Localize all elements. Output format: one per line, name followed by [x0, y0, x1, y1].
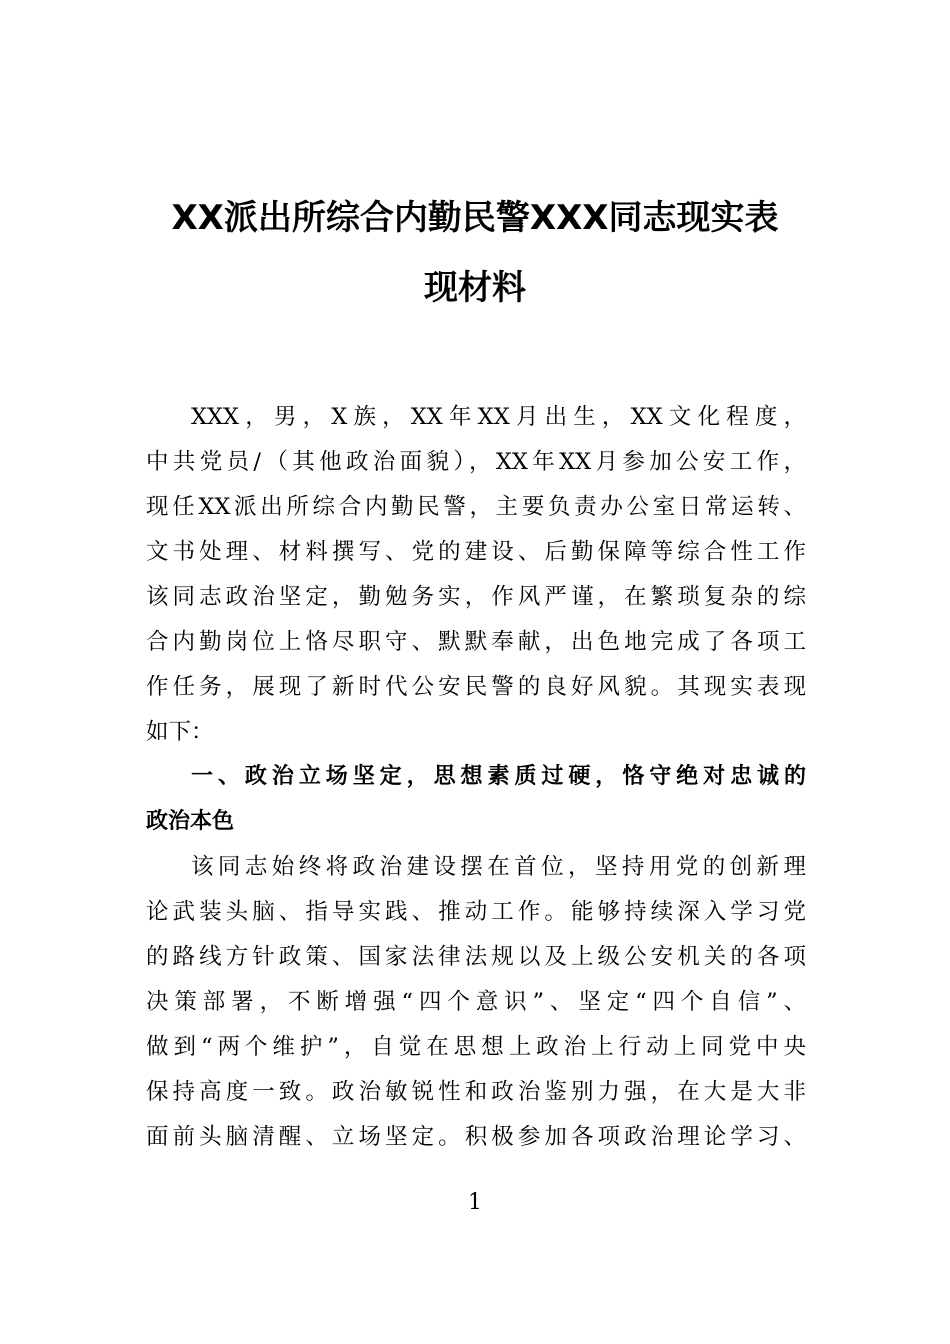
- intro-line-1: XXX，男，X族，XX年XX月出生，XX文化程度，: [191, 404, 806, 430]
- intro-line-2: 中共党员/（其他政治面貌），XX年XX月参加公安工作，: [146, 449, 806, 475]
- section-1-line-6: 保持高度一致。政治敏锐性和政治鉴别力强，在大是大非: [146, 1079, 806, 1105]
- section-1-heading-line-2: 政治本色: [146, 809, 235, 834]
- section-1-line-3: 的路线方针政策、国家法律法规以及上级公安机关的各项: [146, 944, 806, 970]
- document-title-line-1: XX派出所综合内勤民警XXX同志现实表: [171, 198, 779, 238]
- document-title-line-2: 现材料: [424, 268, 526, 308]
- intro-line-8: 如下：: [146, 719, 214, 745]
- intro-line-7: 作任务，展现了新时代公安民警的良好风貌。其现实表现: [146, 674, 806, 700]
- section-1-line-7: 面前头脑清醒、立场坚定。积极参加各项政治理论学习、: [146, 1124, 806, 1150]
- section-1-line-2: 论武装头脑、指导实践、推动工作。能够持续深入学习党: [146, 899, 806, 925]
- intro-line-4: 文书处理、材料撰写、党的建设、后勤保障等综合性工作: [146, 539, 806, 565]
- intro-line-6: 合内勤岗位上恪尽职守、默默奉献，出色地完成了各项工: [146, 629, 806, 655]
- intro-line-5: 该同志政治坚定，勤勉务实，作风严谨，在繁琐复杂的综: [146, 584, 806, 610]
- section-1-line-1: 该同志始终将政治建设摆在首位，坚持用党的创新理: [191, 854, 806, 880]
- section-1-line-5: 做到“两个维护”，自觉在思想上政治上行动上同党中央: [146, 1034, 806, 1060]
- intro-line-3: 现任XX派出所综合内勤民警，主要负责办公室日常运转、: [146, 494, 806, 520]
- section-1-heading-line-1: 一、政治立场坚定，思想素质过硬，恪守绝对忠诚的: [191, 764, 806, 789]
- section-1-line-4: 决策部署，不断增强“四个意识”、坚定“四个自信”、: [146, 989, 806, 1015]
- page-number: 1: [468, 1190, 482, 1215]
